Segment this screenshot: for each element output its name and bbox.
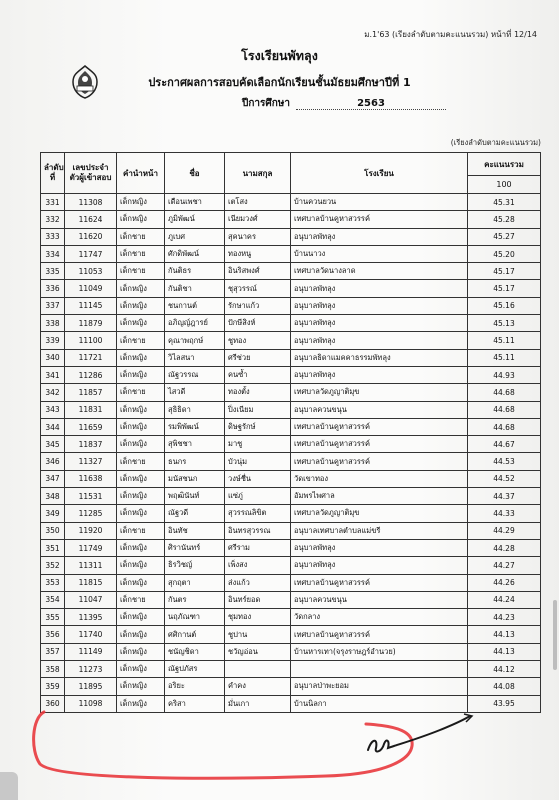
exam-id-cell: 11053 (65, 263, 117, 280)
prefix-cell: เด็กหญิง (117, 678, 165, 695)
school-cell: เทศบาลบ้านคูหาสวรรค์ (291, 418, 468, 435)
rank-cell: 332 (41, 211, 65, 228)
first-name-cell: ธิรวิชญ์ (165, 557, 225, 574)
prefix-cell: เด็กหญิง (117, 574, 165, 591)
last-name-cell: สุวรรณลิขิต (225, 505, 291, 522)
school-cell: อนุบาลพัทลุง (291, 297, 468, 314)
prefix-cell: เด็กหญิง (117, 626, 165, 643)
last-name-cell: คำคง (225, 678, 291, 695)
rank-cell: 340 (41, 349, 65, 366)
col-total-score: คะแนนรวม (468, 153, 541, 176)
exam-id-cell: 11149 (65, 643, 117, 660)
exam-id-cell: 11747 (65, 245, 117, 262)
header-row (41, 153, 541, 176)
rank-cell: 357 (41, 643, 65, 660)
school-cell: อนุบาลเทศบาลตำบลแม่ขรี (291, 522, 468, 539)
exam-id-cell: 11395 (65, 609, 117, 626)
table-row (41, 643, 541, 660)
first-name-cell: ศักดิพัฒน์ (165, 245, 225, 262)
table-row (41, 626, 541, 643)
first-name-cell: อินทัช (165, 522, 225, 539)
announcement-title: ประกาศผลการสอบคัดเลือกนักเรียนชั้นมัธยมศึกษาปีที่ 1 (148, 76, 411, 89)
prefix-cell: เด็กหญิง (117, 661, 165, 678)
last-name-cell: ทองตั้ง (225, 384, 291, 401)
score-cell: 45.16 (468, 297, 541, 314)
rank-cell: 336 (41, 280, 65, 297)
rank-cell: 344 (41, 418, 65, 435)
exam-id-cell: 11285 (65, 505, 117, 522)
prefix-cell: เด็กชาย (117, 384, 165, 401)
page-corner (0, 772, 18, 800)
first-name-cell: วิไลสนา (165, 349, 225, 366)
rank-cell: 345 (41, 436, 65, 453)
exam-id-cell: 11740 (65, 626, 117, 643)
exam-id-cell: 11098 (65, 695, 117, 712)
table-row (41, 436, 541, 453)
rank-cell: 339 (41, 332, 65, 349)
rank-cell: 335 (41, 263, 65, 280)
first-name-cell: ณัฐปภัสร (165, 661, 225, 678)
exam-id-cell: 11879 (65, 315, 117, 332)
score-cell: 45.17 (468, 280, 541, 297)
table-row (41, 453, 541, 470)
last-name-cell: แซ่ภู่ (225, 488, 291, 505)
prefix-cell: เด็กหญิง (117, 366, 165, 383)
score-cell: 45.20 (468, 245, 541, 262)
first-name-cell: ภูมิพัฒน์ (165, 211, 225, 228)
prefix-cell: เด็กชาย (117, 263, 165, 280)
first-name-cell: ศศิกานต์ (165, 626, 225, 643)
last-name-cell: มั่นเกา (225, 695, 291, 712)
score-cell: 45.28 (468, 211, 541, 228)
last-name-cell: มาชู (225, 436, 291, 453)
first-name-cell: คริสา (165, 695, 225, 712)
prefix-cell: เด็กหญิง (117, 609, 165, 626)
score-cell: 43.95 (468, 695, 541, 712)
score-cell: 44.28 (468, 539, 541, 556)
prefix-cell: เด็กชาย (117, 332, 165, 349)
rank-cell: 351 (41, 539, 65, 556)
first-name-cell: รมพิพัฒน์ (165, 418, 225, 435)
school-cell: อนุบาลป่าพะยอม (291, 678, 468, 695)
first-name-cell: สุธิธิดา (165, 401, 225, 418)
prefix-cell: เด็กชาย (117, 522, 165, 539)
prefix-cell: เด็กหญิง (117, 194, 165, 211)
school-cell: อนุบาลธิดาแมคคาธรรมพัทลุง (291, 349, 468, 366)
rank-cell: 342 (41, 384, 65, 401)
exam-id-cell: 11659 (65, 418, 117, 435)
last-name-cell: ศรีช่วย (225, 349, 291, 366)
rank-cell: 348 (41, 488, 65, 505)
first-name-cell: ไสวดี (165, 384, 225, 401)
last-name-cell: ชูปาน (225, 626, 291, 643)
last-name-cell: เนียมวงศ์ (225, 211, 291, 228)
table-row (41, 297, 541, 314)
exam-id-cell: 11624 (65, 211, 117, 228)
signature-mark (360, 708, 480, 758)
score-cell: 44.26 (468, 574, 541, 591)
score-cell: 45.11 (468, 349, 541, 366)
last-name-cell: อินทร์ยอด (225, 591, 291, 608)
rank-cell: 331 (41, 194, 65, 211)
last-name-cell: ปักษีสิงห์ (225, 315, 291, 332)
prefix-cell: เด็กชาย (117, 228, 165, 245)
results-table (40, 152, 541, 713)
prefix-cell: เด็กชาย (117, 245, 165, 262)
exam-id-cell: 11273 (65, 661, 117, 678)
rank-cell: 341 (41, 366, 65, 383)
school-cell: วัดกลาง (291, 609, 468, 626)
exam-id-cell: 11047 (65, 591, 117, 608)
col-rank: ลำดับที่ (41, 153, 65, 194)
school-cell: เทศบาลบ้านคูหาสวรรค์ (291, 211, 468, 228)
score-cell: 45.11 (468, 332, 541, 349)
prefix-cell: เด็กหญิง (117, 211, 165, 228)
score-cell: 44.13 (468, 643, 541, 660)
rank-cell: 343 (41, 401, 65, 418)
first-name-cell: สุพิชชา (165, 436, 225, 453)
exam-id-cell: 11721 (65, 349, 117, 366)
rank-cell: 337 (41, 297, 65, 314)
prefix-cell: เด็กหญิง (117, 505, 165, 522)
school-cell: อนุบาลพัทลุง (291, 280, 468, 297)
school-cell: เทศบาลวัดภูญาติมุข (291, 384, 468, 401)
exam-id-cell: 11638 (65, 470, 117, 487)
first-name-cell: ภูเบศ (165, 228, 225, 245)
rank-cell: 356 (41, 626, 65, 643)
school-cell: อนุบาลพัทลุง (291, 366, 468, 383)
school-cell: อนุบาลควนขนุน (291, 591, 468, 608)
first-name-cell: กันตร (165, 591, 225, 608)
school-cell: บ้านควนยวน (291, 194, 468, 211)
rank-cell: 349 (41, 505, 65, 522)
prefix-cell: เด็กหญิง (117, 349, 165, 366)
last-name-cell: เพ็งสง (225, 557, 291, 574)
last-name-cell: ชูทอง (225, 332, 291, 349)
last-name-cell: วงษ์ชื่น (225, 470, 291, 487)
score-cell: 44.23 (468, 609, 541, 626)
score-cell: 44.68 (468, 418, 541, 435)
exam-id-cell: 11311 (65, 557, 117, 574)
table-row (41, 522, 541, 539)
first-name-cell: เดือนเพชา (165, 194, 225, 211)
table-row (41, 245, 541, 262)
sort-note: (เรียงลำดับตามคะแนนรวม) (450, 138, 541, 147)
last-name-cell: ส่งแก้ว (225, 574, 291, 591)
school-cell: อนุบาลพัทลุง (291, 539, 468, 556)
school-cell: อนุบาลพัทลุง (291, 315, 468, 332)
prefix-cell: เด็กหญิง (117, 557, 165, 574)
table-row (41, 332, 541, 349)
first-name-cell: กันติชา (165, 280, 225, 297)
rank-cell: 338 (41, 315, 65, 332)
first-name-cell: ชนัญชิดา (165, 643, 225, 660)
exam-id-cell: 11837 (65, 436, 117, 453)
table-row (41, 609, 541, 626)
prefix-cell: เด็กหญิง (117, 418, 165, 435)
exam-id-cell: 11831 (65, 401, 117, 418)
table-row (41, 505, 541, 522)
prefix-cell: เด็กหญิง (117, 470, 165, 487)
table-row (41, 315, 541, 332)
prefix-cell: เด็กหญิง (117, 488, 165, 505)
rank-cell: 359 (41, 678, 65, 695)
exam-id-cell: 11620 (65, 228, 117, 245)
table-row (41, 194, 541, 211)
first-name-cell: ณัฐวรรณ (165, 366, 225, 383)
score-cell: 44.37 (468, 488, 541, 505)
rank-cell: 346 (41, 453, 65, 470)
first-name-cell: สุกฤตา (165, 574, 225, 591)
year-value: 2563 (296, 98, 446, 110)
school-cell: วัดเขาทอง (291, 470, 468, 487)
first-name-cell: ธนกร (165, 453, 225, 470)
first-name-cell: อริยะ (165, 678, 225, 695)
score-cell: 44.53 (468, 453, 541, 470)
last-name-cell: เตโสง (225, 194, 291, 211)
school-cell: อนุบาลพัทลุง (291, 557, 468, 574)
prefix-cell: เด็กชาย (117, 591, 165, 608)
table-row (41, 211, 541, 228)
prefix-cell: เด็กหญิง (117, 436, 165, 453)
exam-id-cell: 11327 (65, 453, 117, 470)
prefix-cell: เด็กหญิง (117, 695, 165, 712)
school-cell: บ้านนิลกา (291, 695, 468, 712)
school-cell: เทศบาลวัดนางลาด (291, 263, 468, 280)
rank-cell: 334 (41, 245, 65, 262)
rank-cell: 347 (41, 470, 65, 487)
table-row (41, 678, 541, 695)
exam-id-cell: 11049 (65, 280, 117, 297)
score-cell: 44.08 (468, 678, 541, 695)
table-row (41, 228, 541, 245)
last-name-cell: รักษาแก้ว (225, 297, 291, 314)
exam-id-cell: 11749 (65, 539, 117, 556)
prefix-cell: เด็กชาย (117, 453, 165, 470)
first-name-cell: กันติธร (165, 263, 225, 280)
school-cell: เทศบาลบ้านคูหาสวรรค์ (291, 626, 468, 643)
table-row (41, 349, 541, 366)
prefix-cell: เด็กหญิง (117, 297, 165, 314)
exam-id-cell: 11308 (65, 194, 117, 211)
prefix-cell: เด็กหญิง (117, 280, 165, 297)
score-cell: 45.17 (468, 263, 541, 280)
prefix-cell: เด็กหญิง (117, 315, 165, 332)
school-cell: อัมพรไพศาล (291, 488, 468, 505)
table-row (41, 539, 541, 556)
school-cell: เทศบาลวัดภูญาติมุข (291, 505, 468, 522)
exam-id-cell: 11857 (65, 384, 117, 401)
col-max-score: 100 (468, 176, 541, 194)
exam-id-cell: 11815 (65, 574, 117, 591)
score-cell: 44.68 (468, 384, 541, 401)
school-cell: อนุบาลพัทลุง (291, 228, 468, 245)
score-cell: 44.93 (468, 366, 541, 383)
rank-cell: 352 (41, 557, 65, 574)
first-name-cell: อภิญญ์ฎารย์ (165, 315, 225, 332)
last-name-cell: บัวนุ่ม (225, 453, 291, 470)
score-cell: 45.31 (468, 194, 541, 211)
table-row (41, 280, 541, 297)
col-prefix: คำนำหน้า (117, 153, 165, 194)
score-cell: 44.29 (468, 522, 541, 539)
score-cell: 44.33 (468, 505, 541, 522)
last-name-cell: ทองหนู (225, 245, 291, 262)
exam-id-cell: 11145 (65, 297, 117, 314)
prefix-cell: เด็กหญิง (117, 401, 165, 418)
rank-cell: 350 (41, 522, 65, 539)
table-row (41, 557, 541, 574)
score-cell: 45.27 (468, 228, 541, 245)
rank-cell: 358 (41, 661, 65, 678)
rank-cell: 333 (41, 228, 65, 245)
table-row (41, 591, 541, 608)
exam-id-cell: 11920 (65, 522, 117, 539)
table-row (41, 470, 541, 487)
score-cell: 44.52 (468, 470, 541, 487)
last-name-cell: ชวัญอ่อน (225, 643, 291, 660)
last-name-cell: คนซ้ำ (225, 366, 291, 383)
table-row (41, 574, 541, 591)
exam-id-cell: 11895 (65, 678, 117, 695)
prefix-cell: เด็กหญิง (117, 539, 165, 556)
last-name-cell (225, 661, 291, 678)
last-name-cell: ชุสุวรรณ์ (225, 280, 291, 297)
score-cell: 45.13 (468, 315, 541, 332)
first-name-cell: คุณาพฤกษ์ (165, 332, 225, 349)
last-name-cell: ปิ่งเนียม (225, 401, 291, 418)
score-cell: 44.68 (468, 401, 541, 418)
first-name-cell: พฤฒินันท์ (165, 488, 225, 505)
prefix-cell: เด็กหญิง (117, 643, 165, 660)
exam-id-cell: 11100 (65, 332, 117, 349)
rank-cell: 353 (41, 574, 65, 591)
first-name-cell: นฤภัณฑา (165, 609, 225, 626)
table-row (41, 263, 541, 280)
school-cell (291, 661, 468, 678)
last-name-cell: อินริสพงศ์ (225, 263, 291, 280)
last-name-cell: ชุมทอง (225, 609, 291, 626)
school-cell: อนุบาลพัทลุง (291, 332, 468, 349)
score-cell: 44.27 (468, 557, 541, 574)
page-header: ม.1'63 (เรียงลำดับตามคะแนนรวม) หน้าที่ 12/14 (364, 30, 537, 39)
col-school: โรงเรียน (291, 153, 468, 194)
school-cell: เทศบาลบ้านคูหาสวรรค์ (291, 574, 468, 591)
exam-id-cell: 11531 (65, 488, 117, 505)
first-name-cell: ชนกานต์ (165, 297, 225, 314)
last-name-cell: อินทรสุวรรณ (225, 522, 291, 539)
rank-cell: 360 (41, 695, 65, 712)
school-cell: บ้านนาวง (291, 245, 468, 262)
table-row (41, 366, 541, 383)
school-cell: บ้านหารเทา(จรุงราษฎร์อำนวย) (291, 643, 468, 660)
table-row (41, 384, 541, 401)
rank-cell: 355 (41, 609, 65, 626)
academic-year (242, 96, 446, 111)
table-row (41, 488, 541, 505)
col-last-name: นามสกุล (225, 153, 291, 194)
first-name-cell: ศิรานันทร์ (165, 539, 225, 556)
table-row (41, 661, 541, 678)
score-cell: 44.13 (468, 626, 541, 643)
table-row (41, 401, 541, 418)
exam-id-cell: 11286 (65, 366, 117, 383)
col-first-name: ชื่อ (165, 153, 225, 194)
school-cell: อนุบาลควนขนุน (291, 401, 468, 418)
school-cell: เทศบาลบ้านคูหาสวรรค์ (291, 453, 468, 470)
col-exam-id: เลขประจำตัวผู้เข้าสอบ (65, 153, 117, 194)
year-label: ปีการศึกษา (242, 98, 290, 109)
last-name-cell: ดิษฐรักษ์ (225, 418, 291, 435)
first-name-cell: ณัฐวดี (165, 505, 225, 522)
school-cell: เทศบาลบ้านคูหาสวรรค์ (291, 436, 468, 453)
last-name-cell: ศรีราม (225, 539, 291, 556)
school-name: โรงเรียนพัทลุง (241, 48, 318, 63)
last-name-cell: สุคนาคร (225, 228, 291, 245)
score-cell: 44.24 (468, 591, 541, 608)
table-row (41, 418, 541, 435)
scrollbar-thumb[interactable] (553, 600, 557, 670)
rank-cell: 354 (41, 591, 65, 608)
score-cell: 44.67 (468, 436, 541, 453)
score-cell: 44.12 (468, 661, 541, 678)
first-name-cell: มนัสชนก (165, 470, 225, 487)
